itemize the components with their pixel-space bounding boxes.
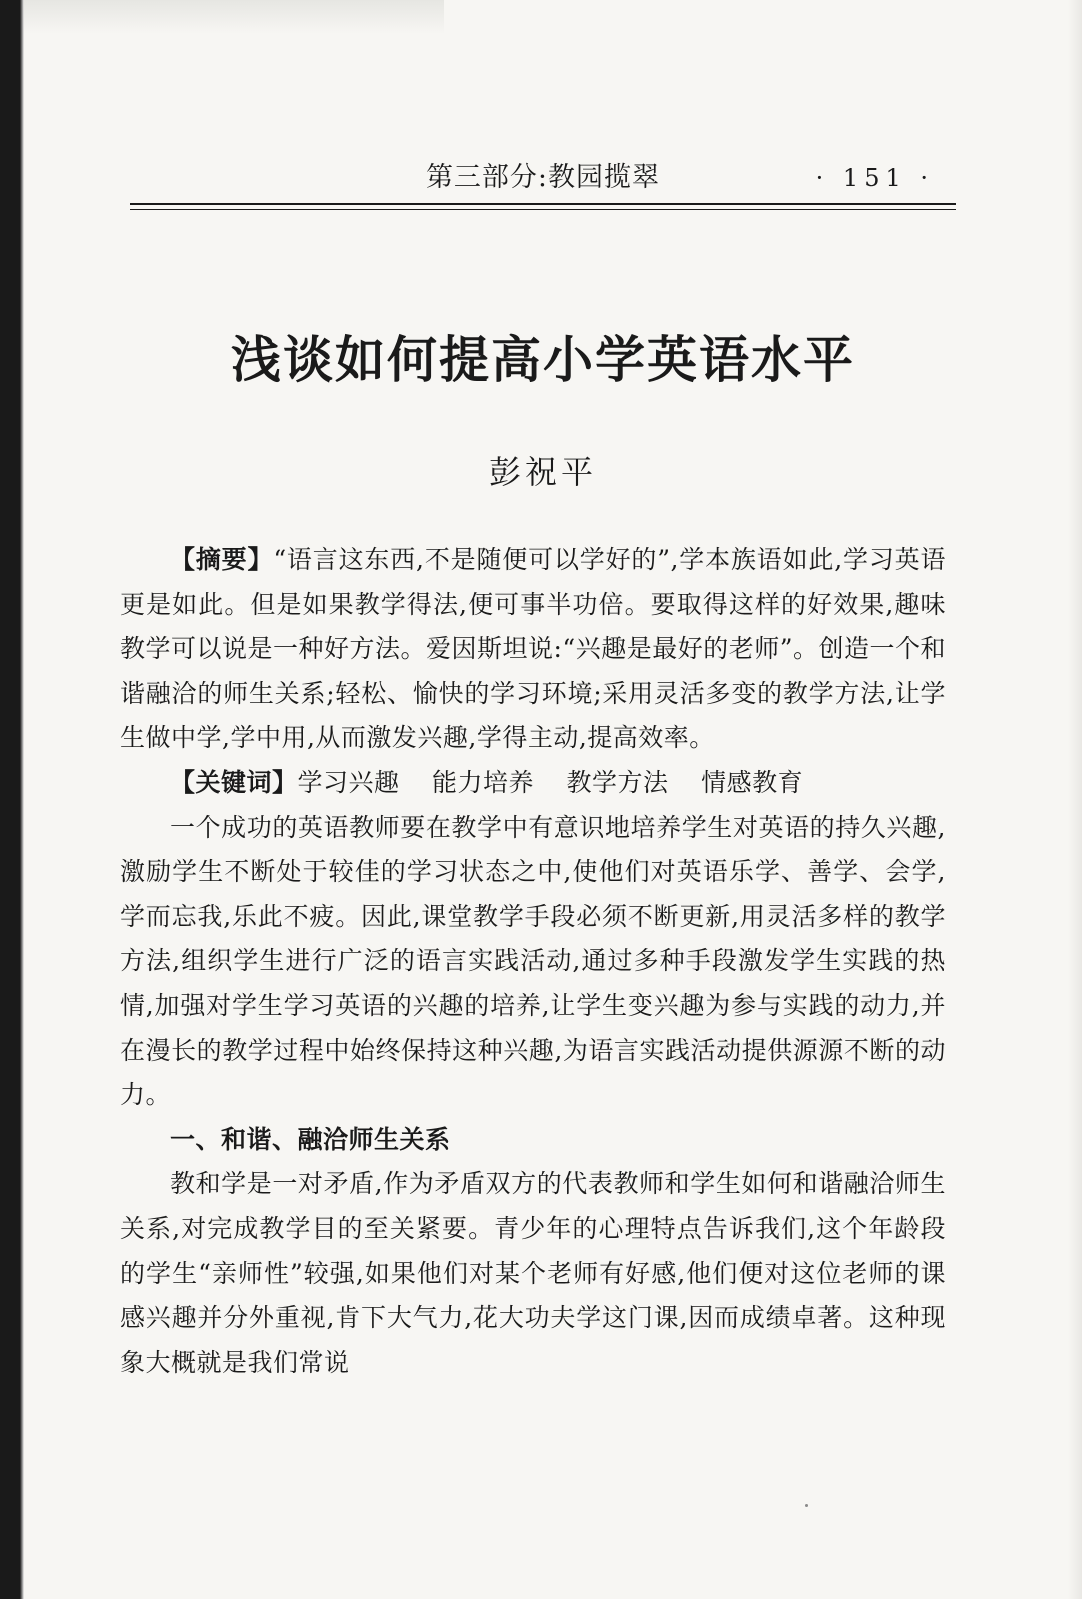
keyword: 教学方法: [566, 767, 669, 797]
author: 彭祝平: [488, 453, 597, 491]
header-rule-thick: [130, 203, 956, 205]
section-paragraph: 教和学是一对矛盾,作为矛盾双方的代表教师和学生如何和谐融洽师生关系,对完成教学目的至关紧要。青少年的心理特点告诉我们,这个年龄段的学生“亲师性”较强,如果他们对某个老师有好感,他们便对这位老师的课感兴趣并分外重视,肯下大气力,花大功夫学这门课,因而成绩卓著。这种现象大概就是我们常说: [120, 1169, 946, 1377]
section-heading: 一、和谐、融洽师生关系: [170, 1124, 451, 1154]
section-name: 第三部分:教园揽翠: [425, 162, 661, 193]
running-header: [130, 160, 956, 196]
abstract-label: 【摘要】: [170, 545, 274, 574]
scan-right-edge: [1068, 0, 1082, 1599]
keywords-label: 【关键词】: [170, 767, 298, 797]
keyword: 情感教育: [701, 767, 804, 797]
abstract-text: “语言这东西,不是随便可以学好的”,学本族语如此,学习英语更是如此。但是如果教学得法,便可事半功倍。要取得这样的好效果,趣味教学可以说是一种好方法。爱因斯坦说:“兴趣是最好的老师”。创造一个和谐融洽的师生关系;轻松、愉快的学习环境;采用灵活多变的教学方法,让学生做中学,学中用,从而激发兴趣,学得主动,提高效率。: [120, 545, 946, 753]
scan-speck: [805, 1504, 808, 1507]
page-number: · 151 ·: [815, 164, 934, 192]
article-title: 浅谈如何提高小学英语水平: [231, 330, 855, 389]
keywords-paragraph: [120, 761, 946, 806]
keyword: 能力培养: [432, 767, 535, 797]
abstract-paragraph: [120, 538, 946, 761]
article-body: [120, 538, 946, 1385]
scan-top-shadow: [24, 0, 444, 34]
header-rule-thin: [130, 209, 956, 210]
scan-left-edge: [0, 0, 24, 1599]
intro-paragraph: 一个成功的英语教师要在教学中有意识地培养学生对英语的持久兴趣,激励学生不断处于较佳的学习状态之中,使他们对英语乐学、善学、会学,学而忘我,乐此不疲。因此,课堂教学手段必须不断更新,用灵活多样的教学方法,组织学生进行广泛的语言实践活动,通过多种手段激发学生实践的热情,加强对学生学习英语的兴趣的培养,让学生变兴趣为参与实践的动力,并在漫长的教学过程中始终保持这种兴趣,为语言实践活动提供源源不断的动力。: [120, 812, 946, 1110]
keyword: 学习兴趣: [297, 767, 400, 797]
